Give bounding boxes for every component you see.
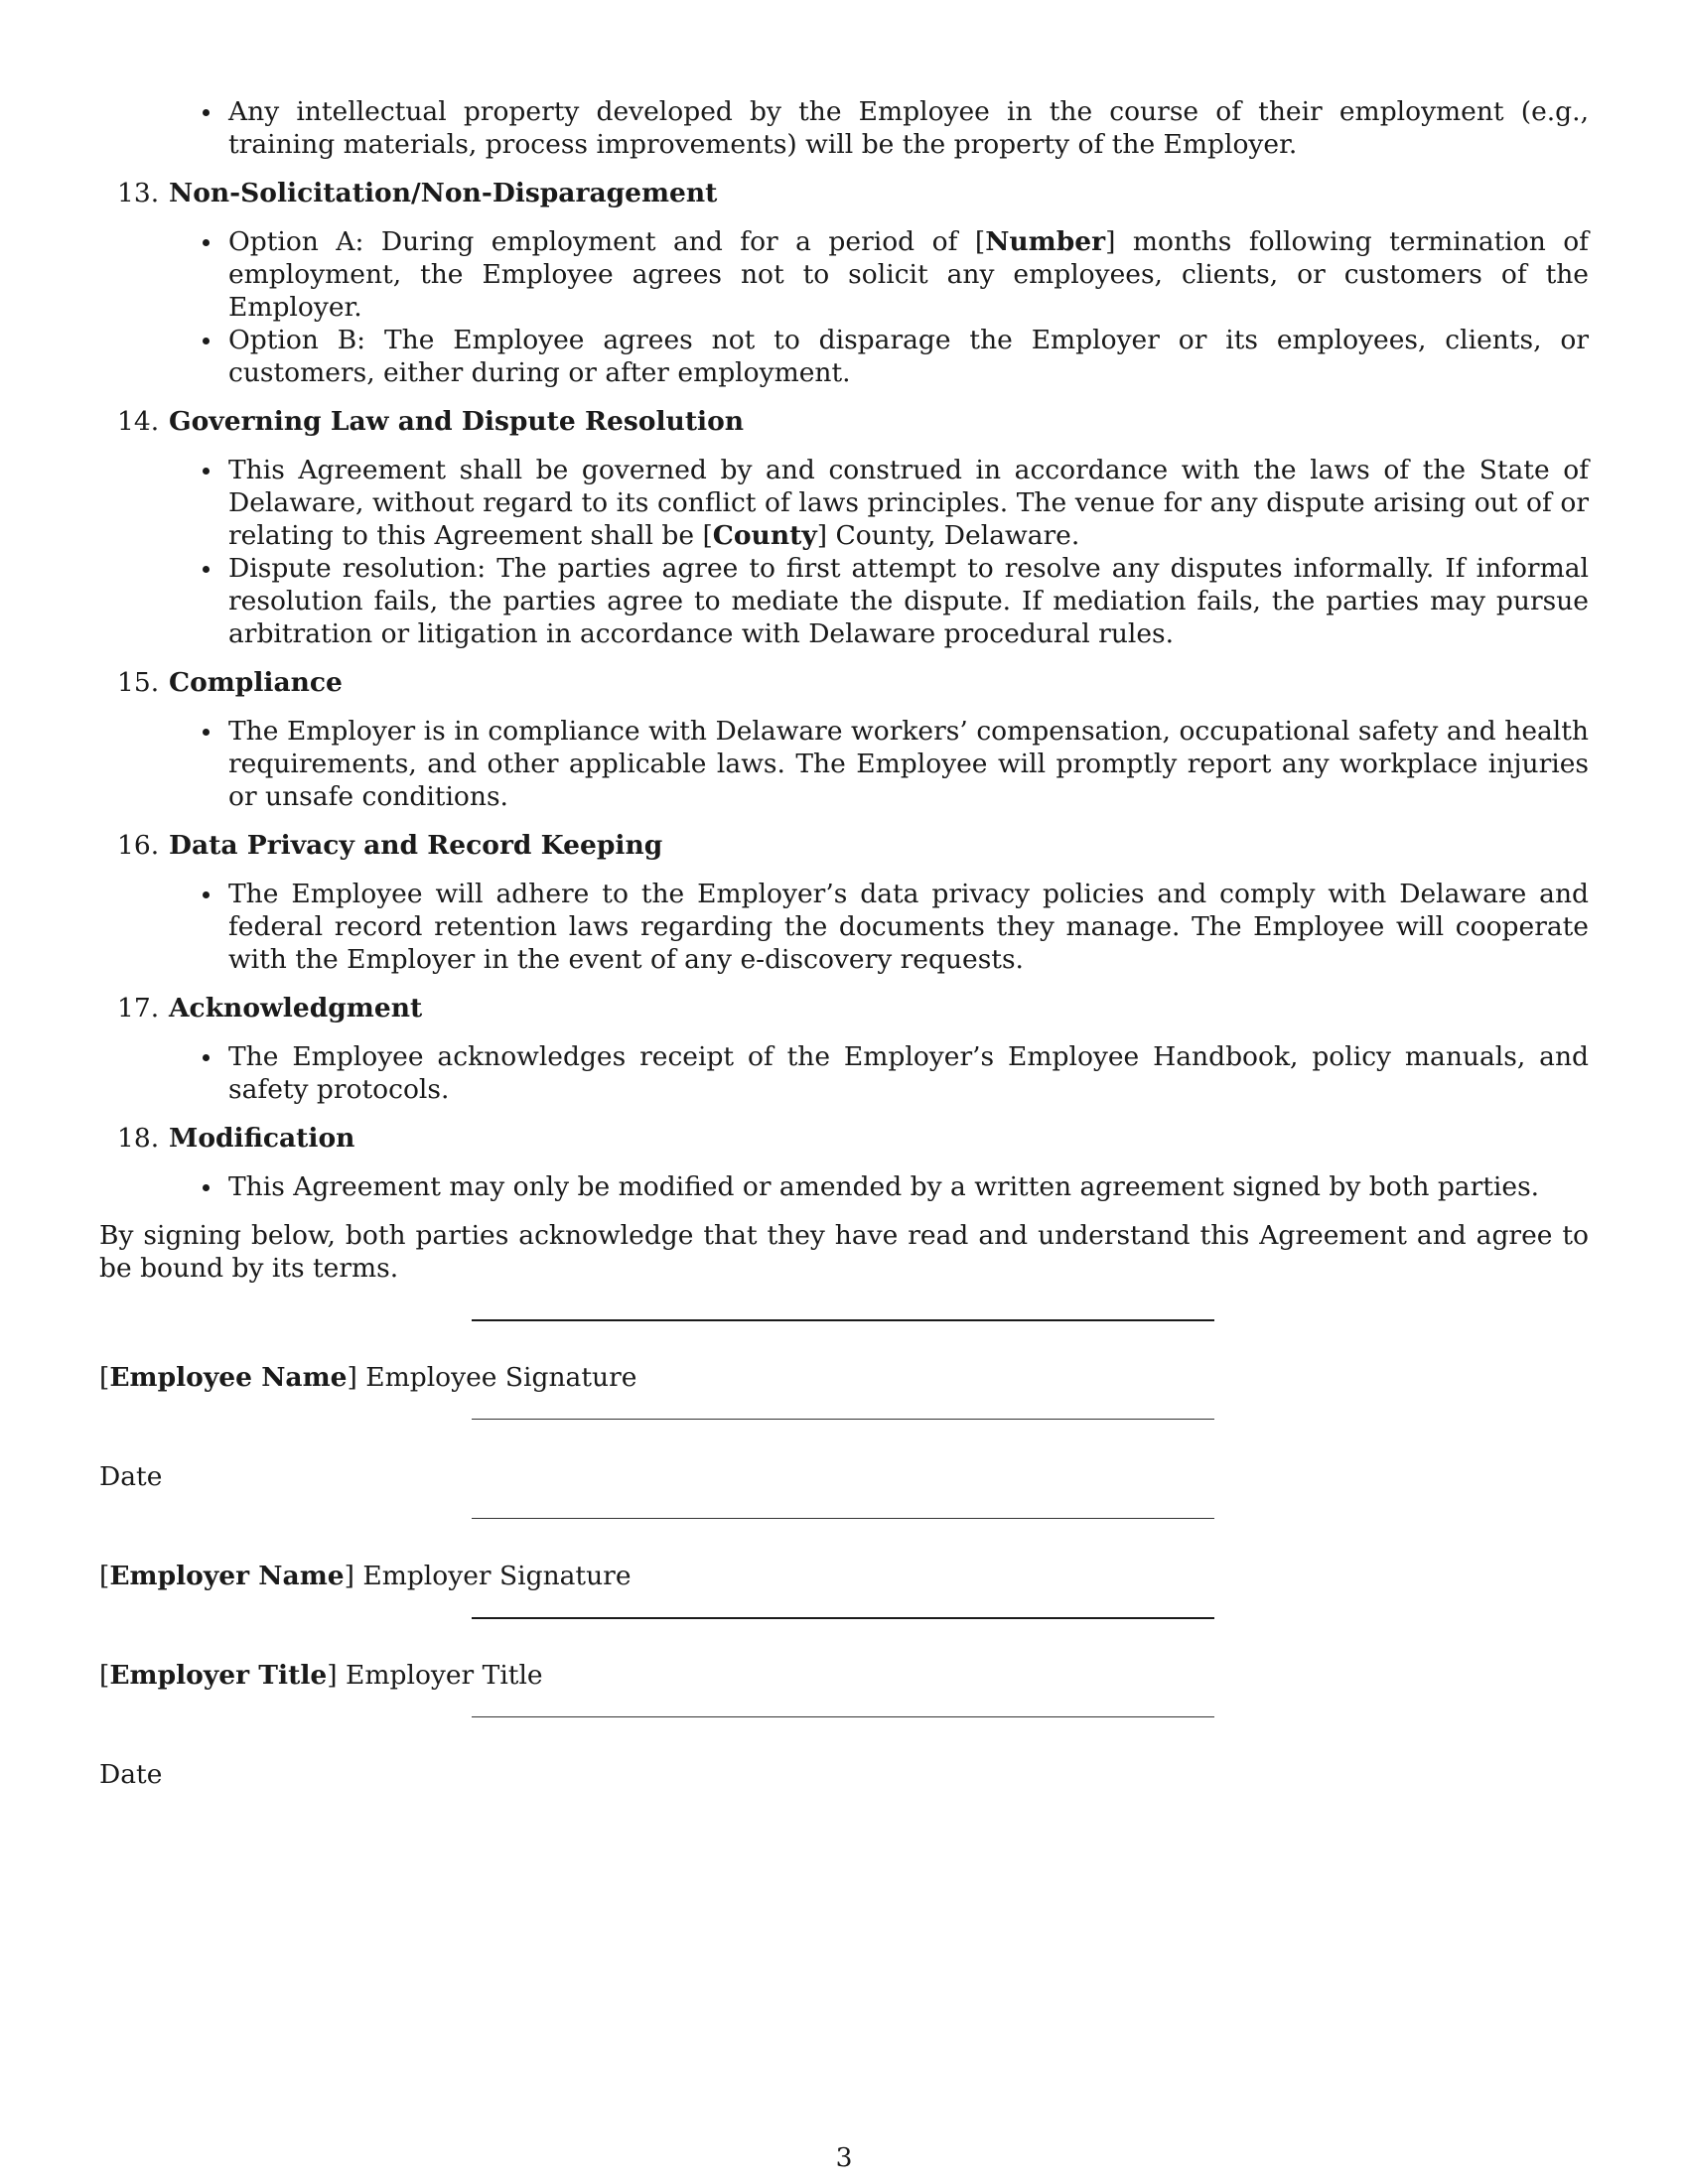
signature-block-employer-date (99, 1708, 1589, 1808)
section-heading (99, 177, 1589, 209)
list-item: This Agreement shall be governed by and construed in accordance with the laws of the State of Delaware, without regard to its conflict of laws principles. The venue for any dispute arising out of or relating to this Agreement shall be [County] County, Delaware. (99, 454, 1589, 552)
placeholder-employer-title: Employer Title (109, 1659, 328, 1691)
section-bullets (99, 1170, 1589, 1203)
continuation-list (99, 95, 1589, 161)
list-item: Option B: The Employee agrees not to disparage the Employer or its employees, clients, or customers, either during or after employment. (99, 324, 1589, 389)
section-bullets (99, 225, 1589, 389)
section-bullets (99, 1040, 1589, 1106)
section-heading (99, 829, 1589, 862)
closing-paragraph: By signing below, both parties acknowledge that they have read and understand this Agreement and agree to be bound by its terms. (99, 1220, 1589, 1284)
title-line[interactable] (472, 1617, 1214, 1619)
placeholder-employer-name: Employer Name (109, 1560, 345, 1591)
section-number: 15. (117, 667, 160, 698)
document-page (99, 95, 1589, 1808)
placeholder-number: Number (985, 226, 1106, 257)
list-item: The Employer is in compliance with Delaware workers’ compensation, occupational safety and health requirements, and other applicable laws. The Employee will promptly report any workplace injuries or unsafe conditions. (99, 715, 1589, 813)
section-14 (99, 405, 1589, 650)
section-17 (99, 992, 1589, 1106)
section-title: Compliance (169, 667, 343, 698)
section-15 (99, 666, 1589, 813)
section-bullets (99, 878, 1589, 976)
section-title: Acknowledgment (169, 993, 423, 1024)
signature-label: [Employee Name] Employee Signature (99, 1361, 637, 1393)
section-bullets (99, 715, 1589, 813)
section-number: 18. (117, 1123, 160, 1154)
signature-line[interactable] (472, 1518, 1214, 1519)
section-heading (99, 666, 1589, 699)
signature-label: [Employer Name] Employer Signature (99, 1560, 632, 1591)
signature-line[interactable] (472, 1319, 1214, 1321)
section-bullets (99, 454, 1589, 650)
section-18 (99, 1122, 1589, 1203)
section-title: Data Privacy and Record Keeping (169, 830, 663, 861)
section-title: Governing Law and Dispute Resolution (169, 406, 745, 437)
signature-block-employee (99, 1311, 1589, 1411)
section-16 (99, 829, 1589, 976)
section-heading (99, 1122, 1589, 1155)
section-number: 14. (117, 406, 160, 437)
section-13 (99, 177, 1589, 389)
section-number: 17. (117, 993, 160, 1024)
section-heading (99, 992, 1589, 1024)
date-line[interactable] (472, 1716, 1214, 1717)
section-number: 13. (117, 178, 160, 208)
signature-block-employee-date (99, 1411, 1589, 1510)
date-label: Date (99, 1460, 163, 1492)
signature-block-employer-title (99, 1609, 1589, 1708)
date-line[interactable] (472, 1419, 1214, 1420)
date-label: Date (99, 1758, 163, 1790)
list-item: This Agreement may only be modified or amended by a written agreement signed by both parties. (99, 1170, 1589, 1203)
placeholder-county: County (712, 520, 817, 551)
list-item: Option A: During employment and for a period of [Number] months following termination of employment, the Employee agrees not to solicit any employees, clients, or customers of the Employer. (99, 225, 1589, 324)
list-item: Dispute resolution: The parties agree to first attempt to resolve any disputes informally. If informal resolution fails, the parties agree to mediate the dispute. If mediation fails, the parties may pursue arbitration or litigation in accordance with Delaware procedural rules. (99, 552, 1589, 650)
placeholder-employee-name: Employee Name (109, 1361, 348, 1393)
signature-block-employer (99, 1510, 1589, 1609)
section-title: Modification (169, 1123, 355, 1154)
title-label: [Employer Title] Employer Title (99, 1659, 543, 1691)
page-number: 3 (835, 2142, 853, 2173)
list-item: The Employee will adhere to the Employer’s data privacy policies and comply with Delaware and federal record retention laws regarding the documents they manage. The Employee will cooperate with the Employer in the event of any e-discovery requests. (99, 878, 1589, 976)
section-number: 16. (117, 830, 160, 861)
list-item: The Employee acknowledges receipt of the Employer’s Employee Handbook, policy manuals, and safety protocols. (99, 1040, 1589, 1106)
section-heading (99, 405, 1589, 438)
section-title: Non-Solicitation/Non-Disparagement (169, 178, 718, 208)
list-item: Any intellectual property developed by the Employee in the course of their employment (e.g., training materials, process improvements) will be the property of the Employer. (99, 95, 1589, 161)
